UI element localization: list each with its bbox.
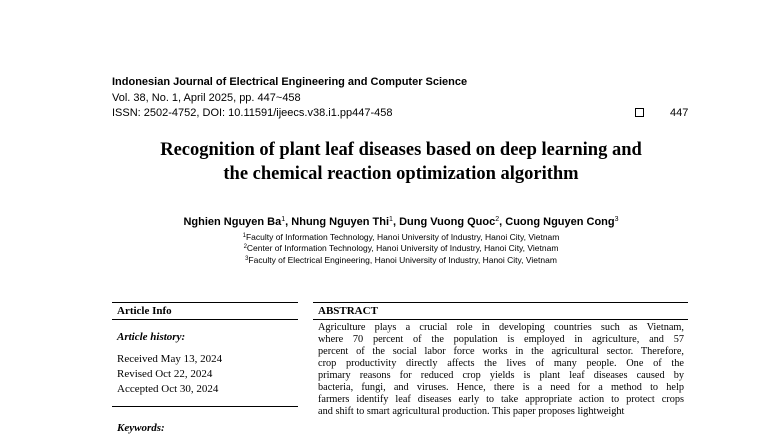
- affiliation-text: Faculty of Electrical Engineering, Hanoi University of Industry, Hanoi City, Vietnam: [248, 255, 557, 265]
- affiliation-number: 2: [243, 244, 247, 250]
- abstract-line: primary reasons for reduced crop yields is plant leaf diseases caused by: [318, 370, 684, 381]
- affiliation-number: 1: [242, 233, 246, 239]
- abstract-line: crop productivity directly affects the lives of many people. One of the: [318, 358, 684, 369]
- revised-date: Revised Oct 22, 2024: [117, 368, 213, 380]
- article-history-label: Article history:: [117, 331, 186, 343]
- abstract-line: bacteria, fungi, and viruses. Hence, there is a need for a method to help: [318, 382, 684, 393]
- author-affiliation-mark: 1: [389, 216, 393, 223]
- paper-title: [100, 138, 702, 186]
- affiliation-text: Center of Information Technology, Hanoi University of Industry, Hanoi City, Vietnam: [246, 243, 559, 253]
- square-icon: [635, 108, 644, 117]
- divider: [112, 319, 298, 320]
- abstract-line: percent of the social labor force works in the agricultural sector. Therefore,: [318, 346, 684, 357]
- author-affiliation-mark: 3: [614, 216, 619, 223]
- paper-title-line-1: Recognition of plant leaf diseases based on deep learning and: [160, 140, 642, 160]
- paper-title-line-2: the chemical reaction optimization algorithm: [223, 164, 579, 184]
- author-name: Nghien Nguyen Ba: [183, 216, 282, 228]
- abstract-line: and shift to smart agricultural production. This paper proposes lightweight: [318, 406, 625, 417]
- accepted-date: Accepted Oct 30, 2024: [117, 383, 219, 395]
- abstract-line: where 70 percent of the population is employed in agriculture, and 57: [318, 334, 684, 345]
- author-name: Cuong Nguyen Cong: [505, 216, 615, 228]
- journal-volume: Vol. 38, No. 1, April 2025, pp. 447~458: [112, 92, 301, 104]
- author-name: Dung Vuong Quoc: [399, 216, 496, 228]
- affiliation: [100, 242, 702, 254]
- abstract-line: farmers identify leaf diseases early to take appropriate action to protect crops: [318, 394, 684, 405]
- affiliation-number: 3: [245, 256, 249, 262]
- author-name: Nhung Nguyen Thi: [291, 216, 390, 228]
- divider: [112, 302, 298, 303]
- affiliation-text: Faculty of Information Technology, Hanoi University of Industry, Hanoi City, Vietnam: [245, 232, 560, 242]
- journal-issn-doi: ISSN: 2502-4752, DOI: 10.11591/ijeecs.v38.i1.pp447-458: [112, 107, 393, 119]
- divider: [313, 302, 688, 303]
- article-info-heading: Article Info: [117, 305, 172, 317]
- affiliation: [100, 254, 702, 266]
- author-affiliation-mark: 1: [281, 216, 286, 223]
- keywords-label: Keywords:: [117, 422, 165, 434]
- journal-name: Indonesian Journal of Electrical Engineering and Computer Science: [112, 76, 468, 88]
- abstract-line: Agriculture plays a crucial role in developing countries such as Vietnam,: [318, 322, 684, 333]
- abstract-body: [318, 322, 684, 418]
- divider: [313, 319, 688, 320]
- received-date: Received May 13, 2024: [117, 353, 223, 365]
- author-affiliation-mark: 2: [495, 216, 500, 223]
- author-list: Nghien Nguyen Ba$^1$, Nhung Nguyen Thi$^1$, Dung Vuong Quoc$^2$, Cuong Nguyen Cong$^3$: [183, 216, 619, 228]
- abstract-heading: ABSTRACT: [318, 305, 378, 317]
- page-number: 447: [670, 107, 689, 119]
- divider: [112, 406, 298, 407]
